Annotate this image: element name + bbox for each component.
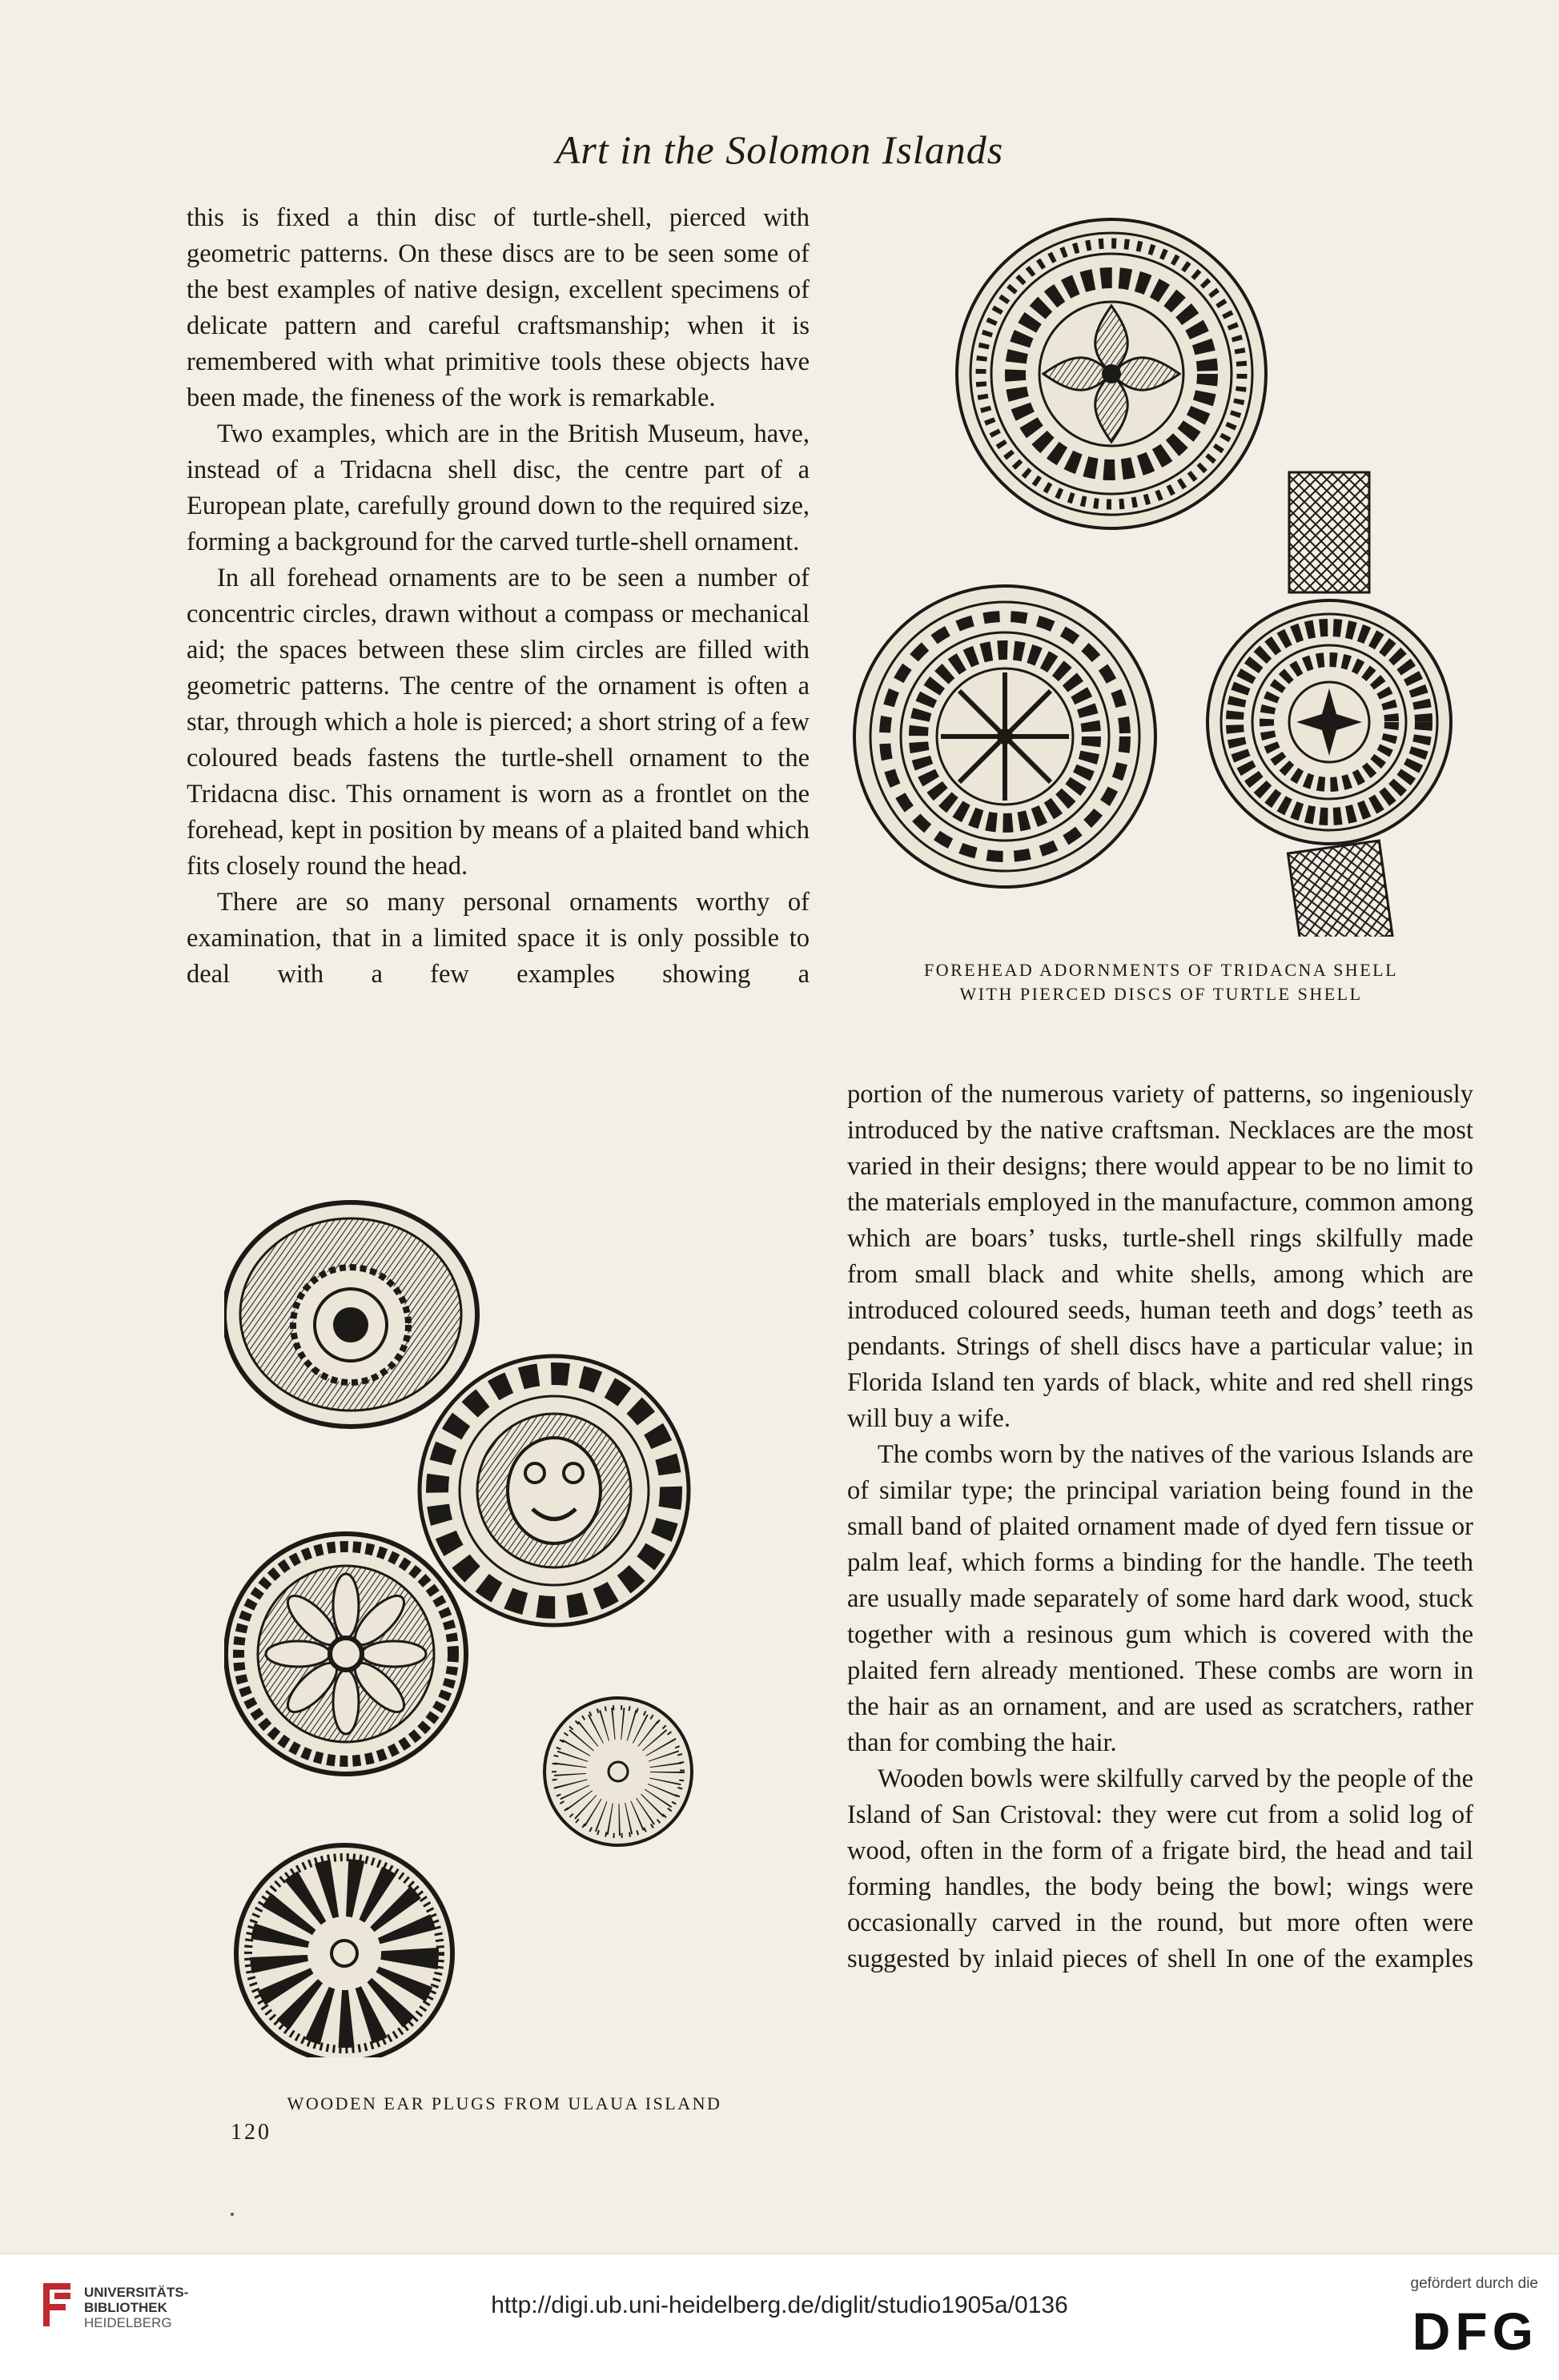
running-title: Art in the Solomon Islands — [555, 127, 1004, 172]
funded-by-label: gefördert durch die — [1410, 2275, 1538, 2292]
forehead-ornaments-illustration — [845, 216, 1477, 937]
paragraph: Wooden bowls were skilfully carved by the people of the Island of San Cristoval: they were cut from a solid log of wood, often in the form of a frigate bird, the head and tail forming handles, the body being the bowl; wings were occasionally carved in the round, but more often were suggested by inlaid pieces of shell In one of the examples — [847, 1764, 1473, 1973]
disc-ornament-top — [957, 219, 1266, 528]
ear-plug-small — [544, 1698, 692, 1845]
library-name-line: HEIDELBERG — [84, 2315, 172, 2330]
library-name-line: UNIVERSITÄTS- — [84, 2285, 189, 2300]
dfg-logo: DFG — [1412, 2302, 1538, 2361]
figure-caption-forehead-ornaments — [845, 958, 1477, 1006]
ear-plug-1 — [224, 1202, 477, 1427]
caption-line: FOREHEAD ADORNMENTS OF TRIDACNA SHELL — [923, 960, 1399, 980]
paragraph: In all forehead ornaments are to be seen a number of concentric circles, drawn without a compass or mechanical aid; the spaces between these slim circles are filled with geometric patterns. The centre of the ornament is often a star, through which a hole is pierced; a short string of a few coloured beads fastens the turtle-shell ornament to the Tridacna disc. This ornament is worn as a frontlet on the forehead, kept in position by means of a plaited band which fits closely round the head. — [187, 564, 810, 881]
paragraph: The combs worn by the natives of the various Islands are of similar type; the principal variation being found in the small band of plaited ornament made of dyed fern tissue or palm leaf, which forms a binding for the handle. The teeth are usually made separately of some hard dark wood, stuck together with a resinous gum which is covered with the plaited fern already mentioned. These combs are worn in the hair as an ornament, and are used as scratchers, rather than for combing the hair. — [847, 1440, 1473, 1757]
paragraph: Two examples, which are in the British Museum, have, instead of a Tridacna shell disc, the centre part of a European plate, carefully ground down to the required size, forming a background for the carved turtle-shell ornament. — [187, 419, 810, 556]
paragraph: portion of the numerous variety of patterns, so ingeniously introduced by the native craftsman. Necklaces are the most varied in their designs; there would appear to be no limit to the materials employed in the manufacture, common among which are boars’ tusks, turtle-shell rings skilfully made from small black and white shells, among which are introduced coloured seeds, human teeth and dogs’ teeth as pendants. Strings of shell discs have a particular value; in Florida Island ten yards of black, white and red shell rings will buy a wife. — [847, 1080, 1473, 1433]
disc-ornament-right — [1207, 600, 1451, 844]
paragraph: There are so many personal ornaments worthy of examination, that in a limited space it is only possible to deal with a few examples showing a — [187, 888, 810, 989]
ear-plug-face — [420, 1356, 689, 1625]
page-number: 120 — [231, 2120, 271, 2145]
caption-line: WITH PIERCED DISCS OF TURTLE SHELL — [959, 984, 1363, 1004]
scan-speck — [231, 2213, 234, 2216]
library-name-line: BIBLIOTHEK — [84, 2300, 167, 2315]
left-text-column — [187, 200, 810, 993]
paragraph: this is fixed a thin disc of turtle-shell, pierced with geometric patterns. On these discs are to be seen some of the best examples of native design, excellent specimens of delicate pattern and careful craftsmanship; when it is remembered with what primitive tools these objects have been made, the fineness of the work is remarkable. — [187, 203, 810, 412]
ear-plug-flower — [226, 1534, 466, 1774]
ear-plug-rays — [236, 1845, 452, 2057]
digitization-footer — [0, 2254, 1559, 2380]
source-url-link[interactable]: http://digi.ub.uni-heidelberg.de/diglit/studio1905a/0136 — [491, 2292, 1068, 2318]
figure-caption-ear-plugs: WOODEN EAR PLUGS FROM ULAUA ISLAND — [287, 2093, 722, 2113]
right-text-column — [847, 1077, 1473, 1977]
ear-plugs-illustration — [224, 1193, 785, 2057]
disc-ornament-left — [854, 586, 1155, 887]
